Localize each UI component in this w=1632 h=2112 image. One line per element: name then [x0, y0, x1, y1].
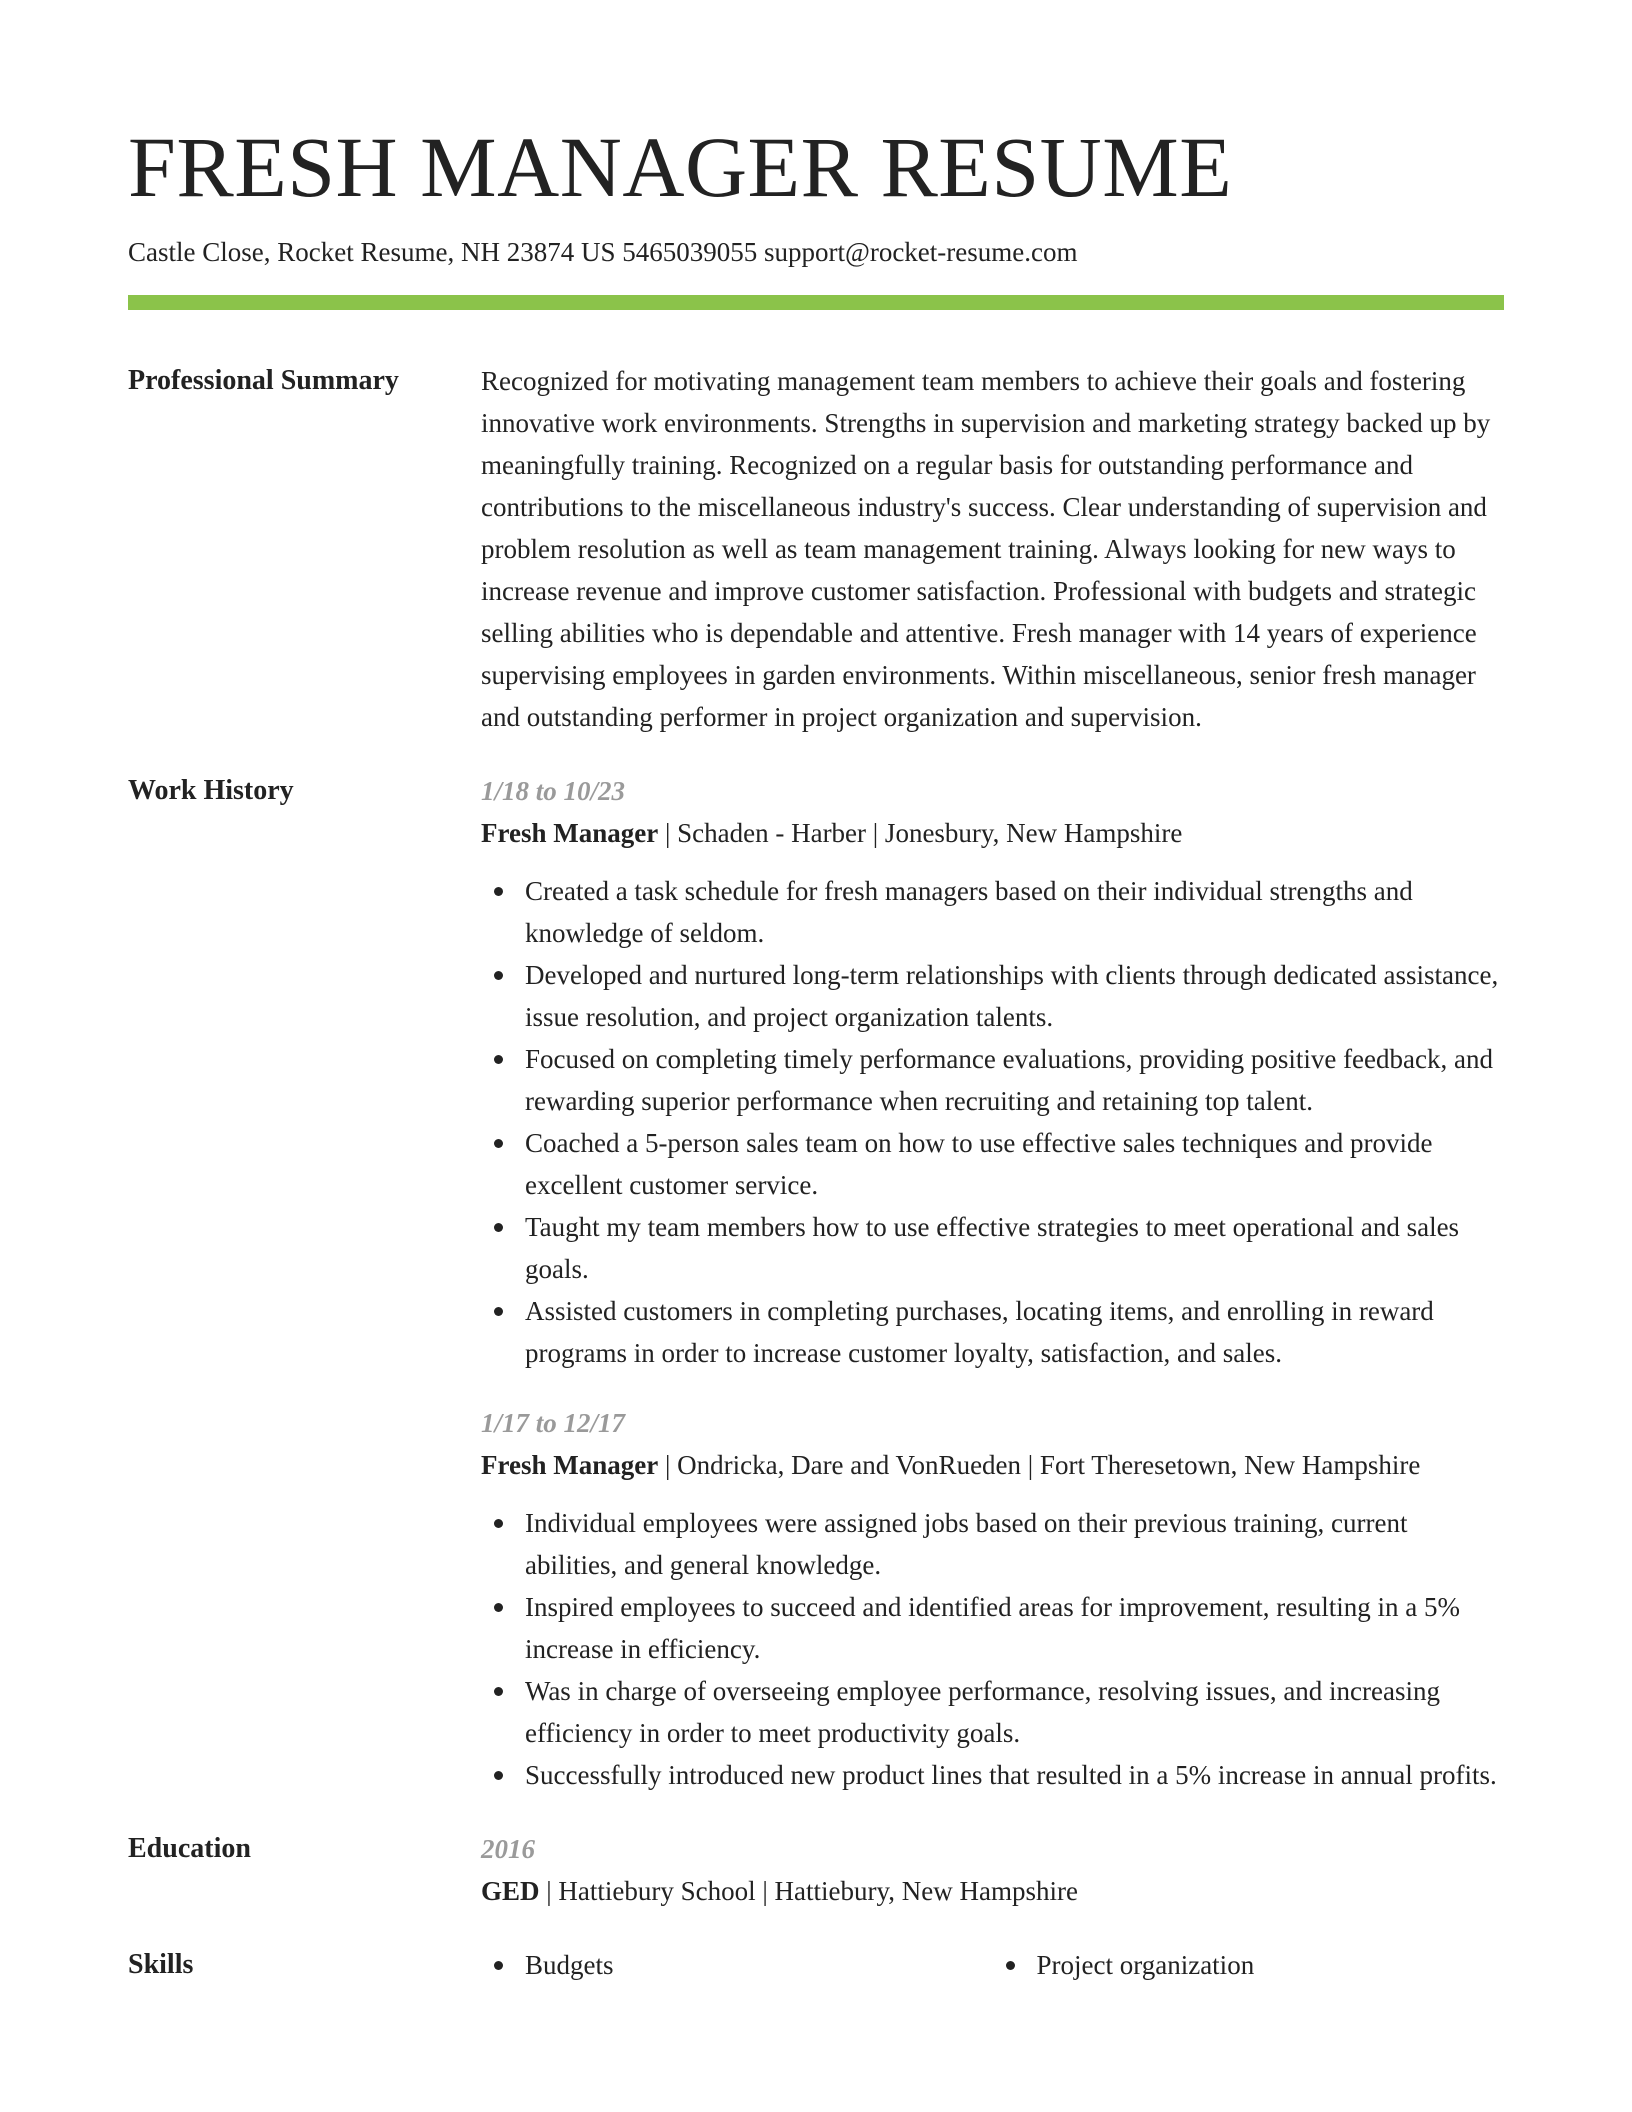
job-dates: 1/18 to 10/23: [481, 775, 626, 806]
skills-list: [481, 1944, 1504, 1986]
job-bullet: Successfully introduced new product lines that resulted in a 5% increase in annual profits.: [481, 1754, 1504, 1796]
work-history-content: [481, 770, 1504, 1796]
job-bullet: Taught my team members how to use effective strategies to meet operational and sales goals.: [481, 1206, 1504, 1290]
skill-item: Project organization: [993, 1944, 1505, 1986]
work-history-heading: Work History: [128, 774, 294, 806]
summary-section: [128, 360, 1504, 738]
job-entry: [481, 770, 1504, 1374]
resume-title: FRESH MANAGER RESUME: [128, 119, 1233, 215]
job-bullet: Coached a 5-person sales team on how to use effective sales techniques and provide excellent customer service.: [481, 1122, 1504, 1206]
job-bullet: Assisted customers in completing purchases, locating items, and enrolling in reward programs in order to increase customer loyalty, satisfaction, and sales.: [481, 1290, 1504, 1374]
education-line: [481, 1870, 1504, 1912]
job-bullet: Created a task schedule for fresh managers based on their individual strengths and knowledge of seldom.: [481, 870, 1504, 954]
education-section: [128, 1828, 1504, 1912]
job-bullet-list: [481, 1502, 1504, 1796]
job-bullet: Inspired employees to succeed and identified areas for improvement, resulting in a 5% increase in efficiency.: [481, 1586, 1504, 1670]
summary-text: Recognized for motivating management team members to achieve their goals and fostering innovative work environments. Strengths in supervision and marketing strategy backed up by meaningfully training. Recognized on a regular basis for outstanding performance and contributions to the miscellaneous industry's success. Clear understanding of supervision and problem resolution as well as team management training. Always looking for new ways to increase revenue and improve customer satisfaction. Professional with budgets and strategic selling abilities who is dependable and attentive. Fresh manager with 14 years of experience supervising employees in garden environments. Within miscellaneous, senior fresh manager and outstanding performer in project organization and supervision.: [481, 365, 1491, 732]
contact-line: Castle Close, Rocket Resume, NH 23874 US 5465039055 support@rocket-resume.com: [128, 236, 1078, 267]
education-year: 2016: [481, 1833, 535, 1864]
skills-section: [128, 1944, 1504, 1986]
job-role-line: [481, 812, 1504, 854]
job-bullet: Developed and nurtured long-term relationships with clients through dedicated assistance, issue resolution, and project organization talents.: [481, 954, 1504, 1038]
job-bullet-list: [481, 870, 1504, 1374]
job-title: Fresh Manager: [481, 817, 659, 848]
education-content: [481, 1828, 1504, 1912]
job-dates: 1/17 to 12/17: [481, 1407, 626, 1438]
work-history-section: [128, 770, 1504, 1796]
skills-content: [481, 1944, 1504, 1986]
job-bullet: Individual employees were assigned jobs based on their previous training, current abilities, and general knowledge.: [481, 1502, 1504, 1586]
job-role-line: [481, 1444, 1504, 1486]
education-degree: GED: [481, 1875, 540, 1906]
job-employer-location: | Ondricka, Dare and VonRueden | Fort Theresetown, New Hampshire: [658, 1449, 1421, 1480]
job-bullet: Focused on completing timely performance evaluations, providing positive feedback, and rewarding superior performance when recruiting and retaining top talent.: [481, 1038, 1504, 1122]
education-school-location: | Hattiebury School | Hattiebury, New Hampshire: [539, 1875, 1078, 1906]
job-bullet: Was in charge of overseeing employee performance, resolving issues, and increasing efficiency in order to meet productivity goals.: [481, 1670, 1504, 1754]
job-entry: [481, 1402, 1504, 1796]
accent-divider: [128, 295, 1504, 310]
job-employer-location: | Schaden - Harber | Jonesbury, New Hampshire: [658, 817, 1183, 848]
summary-heading: Professional Summary: [128, 364, 399, 396]
education-heading: Education: [128, 1832, 251, 1864]
skill-item: Budgets: [481, 1944, 993, 1986]
job-title: Fresh Manager: [481, 1449, 659, 1480]
skills-heading: Skills: [128, 1948, 194, 1980]
